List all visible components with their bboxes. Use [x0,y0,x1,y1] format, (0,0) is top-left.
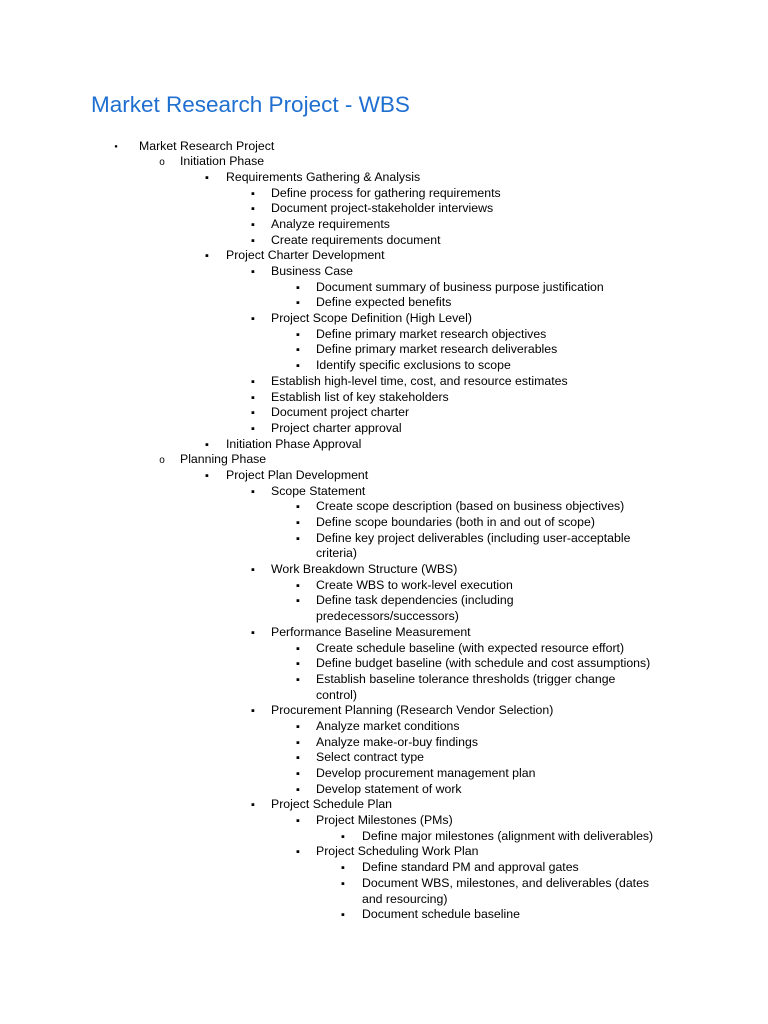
outline-item-text: Define process for gathering requirements [271,185,501,200]
outline-item-text: control) [316,687,358,702]
bullet-square-icon [293,593,303,610]
outline-item-text: Project Charter Development [226,248,385,263]
bullet-square-icon [338,829,348,846]
outline-item [0,280,768,296]
outline-item-text: Document schedule baseline [362,907,520,922]
bullet-dot-icon [111,139,121,156]
outline-item-text: Identify specific exclusions to scope [316,358,511,373]
document-title: Market Research Project - WBS [91,92,410,117]
bullet-square-icon [248,233,258,250]
outline-item-text: Define budget baseline (with schedule and cost assumptions) [316,656,651,671]
outline-item-text: Develop procurement management plan [316,766,536,780]
bullet-square-icon [293,782,303,799]
outline-item-text: Define primary market research deliverables [316,342,558,357]
bullet-square-icon [248,374,258,391]
outline-item [0,766,768,782]
outline-item-text: Initiation Phase Approval [226,436,362,451]
outline-item-text: Scope Statement [271,483,366,498]
outline-item [0,342,768,358]
outline-item [0,593,768,609]
bullet-square-icon [293,295,303,312]
bullet-square-icon [338,876,348,893]
outline-item-text: Requirements Gathering & Analysis [226,169,421,184]
outline-item-text: Document project-stakeholder interviews [271,201,494,216]
outline-item-text: Define standard PM and approval gates [362,860,579,875]
outline-item [0,327,768,343]
outline-item [0,578,768,594]
outline-item [0,562,768,578]
outline-item [0,750,768,766]
outline-item-text: Define expected benefits [316,295,452,310]
outline-item-text: Select contract type [316,750,424,765]
outline-item [0,813,768,829]
outline-item-text: Performance Baseline Measurement [271,624,471,639]
outline-item-text: Document project charter [271,405,410,420]
outline-item-text: Analyze requirements [271,216,390,231]
bullet-square-icon [293,641,303,658]
bullet-square-icon [293,515,303,532]
outline-item [0,531,768,547]
outline-item [0,233,768,249]
bullet-square-icon [248,562,258,579]
outline-item [0,170,768,186]
outline-item-text: Project Schedule Plan [271,797,392,812]
outline-item-text: Document summary of business purpose justification [316,279,604,294]
bullet-square-icon [293,813,303,830]
bullet-square-icon [248,797,258,814]
bullet-square-icon [293,766,303,783]
outline-item-text: Establish high-level time, cost, and resource estimates [271,373,568,388]
bullet-square-icon [202,468,212,485]
outline-item [0,829,768,845]
bullet-square-icon [293,358,303,375]
outline-item [0,484,768,500]
outline-item-text: Define task dependencies (including [316,593,514,608]
bullet-square-icon [293,672,303,689]
outline-item-text: Create WBS to work-level execution [316,577,513,592]
outline-item-text: Analyze make-or-buy findings [316,734,478,749]
outline-item-text: Project Milestones (PMs) [316,813,453,828]
bullet-circle-icon [157,154,167,171]
outline-item [0,186,768,202]
outline-item-continuation [0,688,768,704]
outline-item-text: Define primary market research objectives [316,326,547,341]
outline-item-text: Project Plan Development [226,467,369,482]
bullet-square-icon [248,421,258,438]
bullet-square-icon [248,625,258,642]
outline-item [0,641,768,657]
bullet-square-icon [248,390,258,407]
outline-item-text: Analyze market conditions [316,718,460,733]
outline-item [0,735,768,751]
outline-item [0,390,768,406]
bullet-square-icon [202,170,212,187]
outline-item-text: Define major milestones (alignment with deliverables) [362,828,654,843]
outline-item-text: Create scope description (based on business objectives) [316,499,625,514]
bullet-square-icon [293,656,303,673]
outline-item [0,421,768,437]
wbs-outline [0,139,768,923]
outline-item-text: Procurement Planning (Research Vendor Selection) [271,703,554,718]
bullet-square-icon [248,703,258,720]
bullet-square-icon [293,578,303,595]
outline-item-text: Create requirements document [271,232,441,247]
outline-item [0,264,768,280]
outline-item-text: Planning Phase [180,452,267,467]
outline-item [0,154,768,170]
outline-item [0,295,768,311]
outline-item-text: Develop statement of work [316,781,462,796]
outline-item [0,782,768,798]
outline-item-text: criteria) [316,546,357,561]
outline-item-text: Create schedule baseline (with expected resource effort) [316,640,625,655]
bullet-square-icon [202,248,212,265]
outline-item [0,499,768,515]
bullet-square-icon [248,405,258,422]
bullet-square-icon [338,860,348,877]
outline-item [0,201,768,217]
outline-item [0,248,768,264]
outline-item [0,844,768,860]
outline-item-text: Define key project deliverables (including user-acceptable [316,530,631,545]
outline-item-text: Project Scheduling Work Plan [316,844,479,859]
outline-item [0,672,768,688]
bullet-square-icon [248,311,258,328]
bullet-square-icon [338,907,348,924]
bullet-square-icon [293,750,303,767]
outline-item-text: Project Scope Definition (High Level) [271,311,472,326]
outline-item [0,656,768,672]
outline-item [0,374,768,390]
outline-item [0,876,768,892]
bullet-square-icon [293,719,303,736]
outline-item-text: Document WBS, milestones, and deliverables (dates [362,875,650,890]
outline-item [0,311,768,327]
outline-item [0,358,768,374]
bullet-square-icon [293,844,303,861]
outline-item [0,405,768,421]
outline-item [0,907,768,923]
bullet-square-icon [248,201,258,218]
outline-item [0,139,768,155]
bullet-square-icon [202,437,212,454]
outline-item [0,515,768,531]
bullet-square-icon [293,342,303,359]
outline-item-text: predecessors/successors) [316,609,459,624]
outline-item-text: Define scope boundaries (both in and out of scope) [316,515,595,529]
outline-item [0,719,768,735]
outline-item-text: Business Case [271,264,354,278]
bullet-circle-icon [157,452,167,469]
outline-item-text: and resourcing) [362,891,448,906]
outline-item-continuation [0,892,768,908]
outline-item-text: Market Research Project [139,138,275,153]
bullet-square-icon [248,264,258,281]
bullet-square-icon [293,735,303,752]
outline-item-continuation [0,609,768,625]
outline-item [0,797,768,813]
outline-item-text: Project charter approval [271,420,402,435]
outline-item [0,437,768,453]
outline-item [0,625,768,641]
outline-item [0,468,768,484]
outline-item [0,452,768,468]
bullet-square-icon [293,280,303,297]
outline-item [0,217,768,233]
outline-item-text: Work Breakdown Structure (WBS) [271,562,458,577]
bullet-square-icon [293,327,303,344]
outline-item [0,860,768,876]
bullet-square-icon [293,531,303,548]
outline-item-text: Establish list of key stakeholders [271,389,449,404]
outline-item-continuation [0,546,768,562]
outline-item-text: Initiation Phase [180,154,265,169]
bullet-square-icon [293,499,303,516]
bullet-square-icon [248,484,258,501]
bullet-square-icon [248,217,258,234]
outline-item [0,703,768,719]
bullet-square-icon [248,186,258,203]
outline-item-text: Establish baseline tolerance thresholds (trigger change [316,671,616,686]
